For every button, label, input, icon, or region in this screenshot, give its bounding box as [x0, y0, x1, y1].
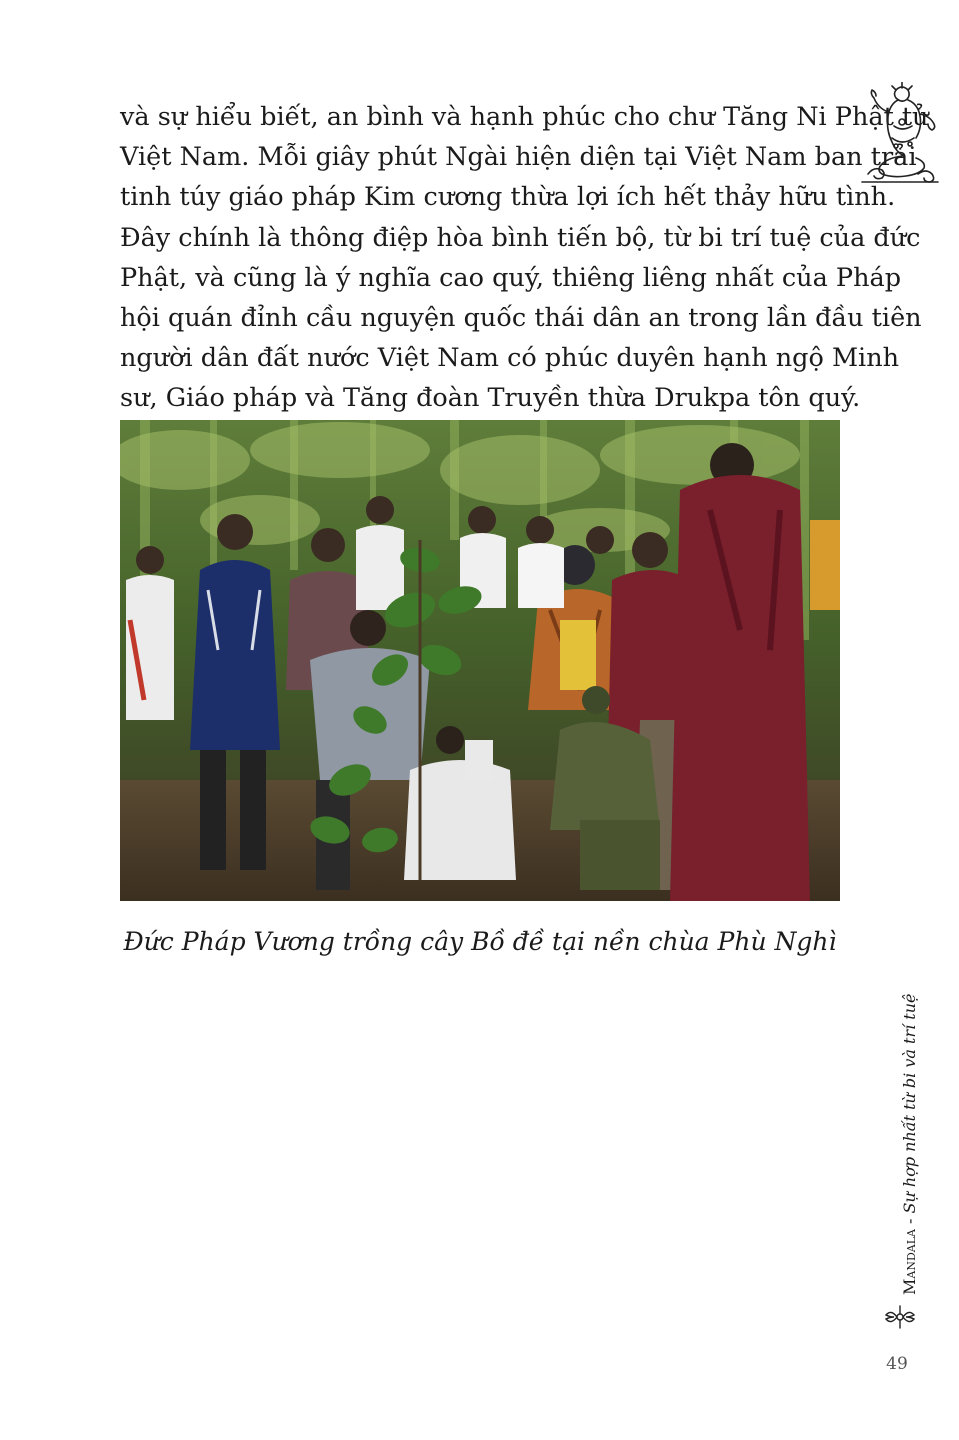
body-paragraph: [120, 97, 929, 419]
running-head-separator: -: [900, 1213, 919, 1230]
body-line: tinh túy giáo pháp Kim cương thừa lợi ích hết thảy hữu tình.: [120, 182, 896, 213]
running-head-series: Mandala: [900, 1229, 919, 1295]
body-line: và sự hiểu biết, an bình và hạnh phúc cho chư Tăng Ni Phật tử: [120, 102, 929, 132]
body-line: Đây chính là thông điệp hòa bình tiến bộ, từ bi trí tuệ của đức: [120, 222, 921, 253]
running-head: [880, 975, 920, 1295]
figure-photo: [120, 420, 840, 901]
body-line: sư, Giáo pháp và Tăng đoàn Truyền thừa Drukpa tôn quý.: [120, 383, 861, 414]
body-line: Phật, và cũng là ý nghĩa cao quý, thiêng liêng nhất của Pháp: [120, 262, 902, 293]
body-line: hội quán đỉnh cầu nguyện quốc thái dân an trong lần đầu tiên: [120, 302, 922, 333]
running-head-title: Sự hợp nhất từ bi và trí tuệ: [900, 993, 919, 1214]
page-number: 49: [886, 1354, 908, 1374]
body-line: Việt Nam. Mỗi giây phút Ngài hiện diện tại Việt Nam ban trải: [120, 142, 917, 173]
figure-caption: Đức Pháp Vương trồng cây Bồ đề tại nền chùa Phù Nghì: [123, 927, 837, 956]
vajra-icon: [884, 1303, 916, 1331]
deity-figure-icon: [858, 82, 942, 186]
tree-planting-photo: [120, 420, 840, 901]
body-line: người dân đất nước Việt Nam có phúc duyên hạnh ngộ Minh: [120, 343, 900, 374]
